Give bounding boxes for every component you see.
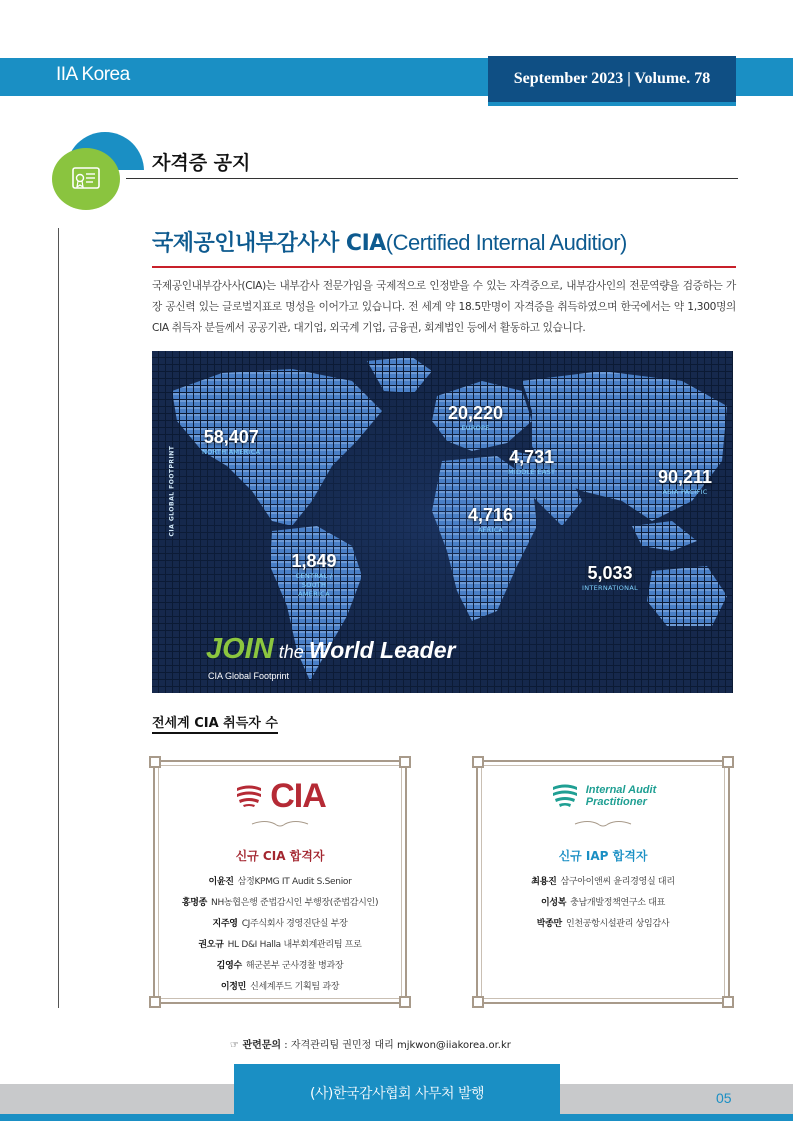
- person-detail: 삼구아이앤씨 윤리경영실 대리: [560, 877, 675, 887]
- person-detail: 해군본부 군사경찰 병과장: [245, 961, 344, 971]
- count-heading: 전세계 CIA 취득자 수: [152, 712, 278, 734]
- frame-corner: [722, 756, 734, 768]
- article-title-light: (Certified Internal Auditior): [385, 230, 627, 255]
- iap-logo-line2: Practitioner: [585, 796, 647, 808]
- list-item: [155, 893, 405, 914]
- issue-badge: [488, 56, 736, 106]
- frame-corner: [399, 756, 411, 768]
- person-detail: HL D&I Halla 내부회계관리팀 프로: [227, 940, 362, 950]
- stat-north-america: [202, 427, 260, 457]
- stat-region: EUROPE: [461, 424, 490, 432]
- list-item: [155, 956, 405, 977]
- iap-passers-card: [476, 760, 730, 1004]
- iap-logo: [478, 776, 728, 816]
- ornament-divider: [155, 818, 405, 832]
- person-detail: 신세계푸드 기획팀 과장: [250, 982, 340, 992]
- person-name: 지주영: [212, 919, 238, 929]
- world-leader-word: World Leader: [308, 637, 456, 663]
- person-name: 이윤진: [208, 877, 234, 887]
- person-detail: 충남개발정책연구소 대표: [570, 898, 666, 908]
- join-word: JOIN: [206, 633, 274, 665]
- stat-number: 5,033: [587, 563, 633, 583]
- stat-number: 4,731: [509, 447, 555, 467]
- person-name: 이정민: [220, 982, 247, 992]
- list-item: [478, 893, 728, 914]
- join-headline: [206, 633, 455, 666]
- brand-name: IIA Korea: [56, 64, 130, 85]
- stat-region: AFRICA: [477, 526, 504, 534]
- title-underline: [152, 266, 736, 268]
- cia-card-heading: 신규 CIA 합격자: [235, 849, 325, 863]
- stat-region: INTERNATIONAL: [582, 584, 639, 592]
- article-title-bold: 국제공인내부감사사 CIA: [152, 231, 386, 256]
- article-title: [152, 226, 627, 257]
- iap-logo-icon: [550, 781, 580, 811]
- the-word: the: [278, 642, 304, 662]
- stat-africa: [468, 505, 513, 535]
- contact-label: ☞ 관련문의: [230, 1040, 282, 1051]
- ornament-divider: [478, 818, 728, 832]
- person-name: 김영수: [216, 961, 242, 971]
- page-number: 05: [716, 1090, 732, 1106]
- map-subtitle: CIA Global Footprint: [208, 671, 290, 681]
- stat-region: NORTH AMERICA: [202, 448, 261, 456]
- contact-info: [230, 1036, 511, 1051]
- article-body: 국제공인내부감사사(CIA)는 내부감사 전문가임을 국제적으로 인정받을 수 있는 자격증으로, 내부감사인의 전문역량을 검증하는 가장 공신력 있는 글로벌지표로 명성을 이어가고 있습니다. 전 세계 약 18.5만명이 자격증을 취득하였으며 한국에서는 약 1,300명의 CIA 취득자 분들께서 공공기관, 대기업, 외국계 기업, 금융권, 회계법인 등에서 활동하고 있습니다.: [152, 280, 736, 334]
- stat-number: 1,849: [291, 551, 337, 571]
- stat-number: 58,407: [203, 427, 259, 447]
- map-vertical-label: CIA GLOBAL FOOTPRINT: [168, 445, 176, 537]
- list-item: [155, 935, 405, 956]
- stat-region: MIDDLE EAST: [508, 468, 556, 476]
- stat-region: ASIA PACIFIC: [662, 488, 708, 496]
- stat-asia-pacific: [658, 467, 712, 497]
- world-map-image: [152, 351, 733, 693]
- left-margin-rule: [58, 228, 59, 1008]
- list-item: [155, 914, 405, 935]
- iap-logo-text: [586, 784, 656, 808]
- cia-passers-card: [153, 760, 407, 1004]
- list-item: [478, 872, 728, 893]
- cia-passer-list: [155, 872, 405, 998]
- issue-label: September 2023 | Volume. 78: [513, 70, 711, 87]
- person-detail: 인천공항시설관리 상임감사: [565, 919, 670, 929]
- person-detail: 삼정KPMG IT Audit S.Senior: [237, 877, 352, 887]
- frame-corner: [472, 756, 484, 768]
- person-name: 권오규: [198, 940, 224, 950]
- stat-number: 4,716: [468, 505, 514, 525]
- stat-central-south-america: [288, 551, 340, 599]
- cia-logo-icon: [234, 783, 264, 809]
- stat-international: [582, 563, 638, 593]
- person-detail: NH농협은행 준법감시인 부행장(준법감시인): [211, 898, 379, 908]
- stat-europe: [448, 403, 503, 433]
- person-detail: CJ주식회사 경영진단실 부장: [241, 919, 348, 929]
- publisher-label: (사)한국감사협회 사무처 발행: [309, 1086, 485, 1102]
- stat-number: 20,220: [448, 403, 504, 423]
- person-name: 최용진: [531, 877, 557, 887]
- list-item: [478, 914, 728, 935]
- list-item: [155, 872, 405, 893]
- stat-region: CENTRAL / SOUTH AMERICA: [295, 572, 333, 598]
- frame-corner: [722, 996, 734, 1008]
- section-divider: [126, 178, 738, 179]
- cia-logo: [155, 776, 405, 816]
- person-name: 홍명종: [181, 898, 208, 908]
- iap-card-heading: 신규 IAP 합격자: [558, 849, 648, 863]
- person-name: 이성복: [540, 898, 567, 908]
- iap-passer-list: [478, 872, 728, 935]
- frame-corner: [149, 756, 161, 768]
- stat-middle-east: [508, 447, 555, 477]
- certificate-icon: [52, 148, 120, 210]
- section-title: 자격증 공지: [152, 152, 251, 174]
- person-name: 박종만: [536, 919, 562, 929]
- stat-number: 90,211: [658, 467, 713, 487]
- cia-logo-text: CIA: [270, 776, 326, 815]
- contact-text: : 자격관리팀 권민정 대리 mjkwon@iiakorea.or.kr: [281, 1040, 511, 1051]
- publisher-box: [234, 1064, 560, 1116]
- frame-corner: [472, 996, 484, 1008]
- iap-logo-line1: Internal Audit: [585, 784, 657, 796]
- list-item: [155, 977, 405, 998]
